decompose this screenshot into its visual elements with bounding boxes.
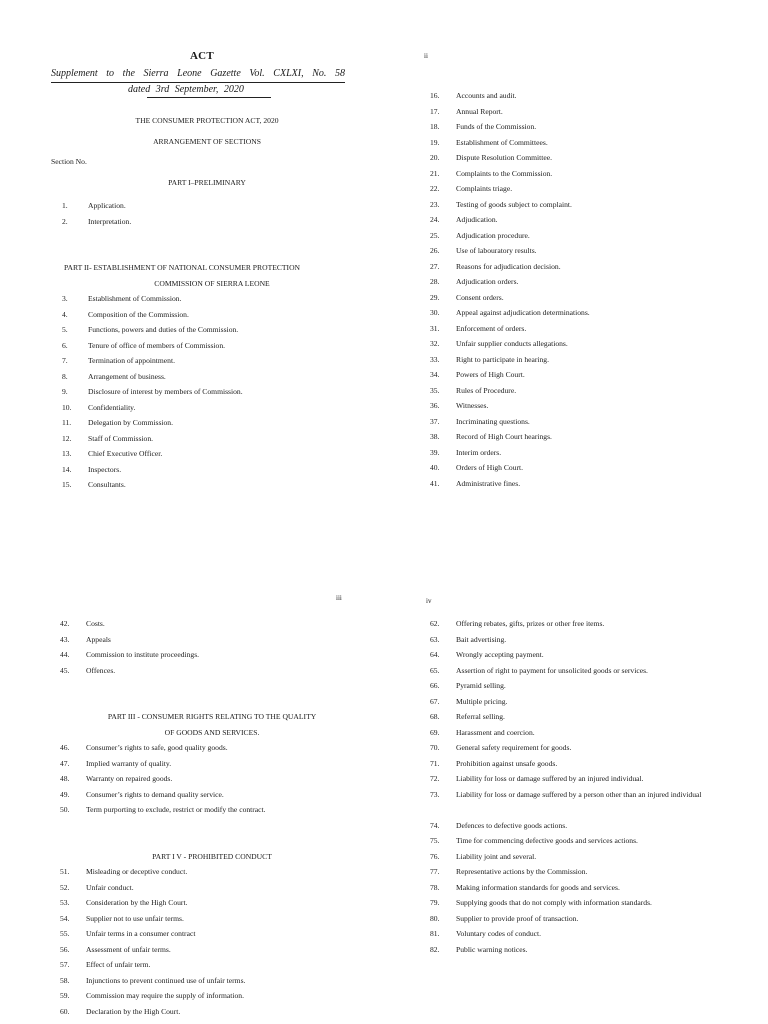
section-number: 9. xyxy=(62,387,68,396)
page2-section-list xyxy=(430,91,750,494)
section-entry xyxy=(430,821,750,837)
section-number: 49. xyxy=(60,789,70,799)
section-entry xyxy=(430,153,750,169)
section-title: Enforcement of orders. xyxy=(456,323,527,333)
section-title: Interpretation. xyxy=(88,216,132,226)
section-no-label: Section No. xyxy=(51,157,87,166)
section-title: Powers of High Court. xyxy=(456,370,525,379)
section-title: Consideration by the High Court. xyxy=(86,898,188,907)
part1-heading: PART I–PRELIMINARY xyxy=(168,178,246,187)
section-number: 51. xyxy=(60,867,70,876)
section-entry xyxy=(62,403,362,419)
arrangement-heading: ARRANGEMENT OF SECTIONS xyxy=(153,137,261,146)
section-entry xyxy=(430,867,750,883)
section-number: 1. xyxy=(62,201,68,210)
section-entry xyxy=(430,666,750,682)
section-title: Harassment and coercion. xyxy=(456,727,535,737)
section-number: 79. xyxy=(430,898,440,907)
section-title: Offering rebates, gifts, prizes or other free items. xyxy=(456,619,605,628)
section-title: Effect of unfair term. xyxy=(86,960,151,969)
section-number: 69. xyxy=(430,727,440,737)
section-title: Unfair conduct. xyxy=(86,882,134,892)
section-number: 50. xyxy=(60,805,70,814)
section-number: 30. xyxy=(430,308,440,317)
section-title: Rules of Procedure. xyxy=(456,385,517,395)
section-title: Unfair terms in a consumer contract xyxy=(86,929,196,938)
section-number: 68. xyxy=(430,712,440,721)
section-entry xyxy=(62,294,362,310)
section-number: 52. xyxy=(60,882,70,892)
section-title: Appeal against adjudication determinations. xyxy=(456,308,590,317)
section-title: Assessment of unfair terms. xyxy=(86,944,171,954)
section-entry xyxy=(430,138,750,154)
section-number: 37. xyxy=(430,416,440,426)
section-number: 56. xyxy=(60,944,70,954)
section-entry xyxy=(430,650,750,666)
section-title: Record of High Court hearings. xyxy=(456,432,552,441)
section-number: 20. xyxy=(430,153,440,162)
section-entry xyxy=(430,308,750,324)
section-entry xyxy=(60,976,380,992)
section-entry xyxy=(430,231,750,247)
section-title: Unfair supplier conducts allegations. xyxy=(456,339,568,348)
section-entry xyxy=(430,852,750,868)
part2-heading-line2: COMMISSION OF SIERRA LEONE xyxy=(154,279,270,288)
section-number: 25. xyxy=(430,230,440,240)
section-number: 58. xyxy=(60,975,70,985)
section-number: 70. xyxy=(430,743,440,752)
section-number: 48. xyxy=(60,774,70,783)
section-title: Inspectors. xyxy=(88,464,122,474)
section-title: Dispute Resolution Committee. xyxy=(456,153,552,162)
section-number: 28. xyxy=(430,277,440,286)
section-number: 78. xyxy=(430,882,440,892)
page-number-iii: iii xyxy=(336,594,342,602)
section-entry xyxy=(430,697,750,713)
section-number: 43. xyxy=(60,634,70,644)
section-entry xyxy=(430,277,750,293)
section-title: Adjudication orders. xyxy=(456,277,519,286)
section-number: 53. xyxy=(60,898,70,907)
section-title: Incriminating questions. xyxy=(456,416,530,426)
section-entry xyxy=(430,246,750,262)
section-number: 11. xyxy=(62,418,72,427)
section-number: 3. xyxy=(62,294,68,303)
section-number: 66. xyxy=(430,681,440,690)
section-number: 35. xyxy=(430,385,440,395)
part2-heading-line1: PART II- ESTABLISHMENT OF NATIONAL CONSUMER PROTECTION xyxy=(64,263,301,272)
section-entry xyxy=(62,201,362,217)
section-title: Consumer’s rights to demand quality service. xyxy=(86,789,224,799)
section-title: Confidentiality. xyxy=(88,402,136,412)
section-entry xyxy=(62,356,362,372)
section-entry xyxy=(62,387,362,403)
section-title: Warranty on repaired goods. xyxy=(86,774,173,783)
section-title: Voluntary codes of conduct. xyxy=(456,929,542,938)
act-heading: ACT xyxy=(189,50,215,62)
section-number: 12. xyxy=(62,433,72,443)
section-entry xyxy=(60,883,380,899)
section-title: Use of labouratory results. xyxy=(456,246,537,255)
section-entry xyxy=(60,914,380,930)
section-entry xyxy=(430,945,750,961)
section-title: Supplier to provide proof of transaction. xyxy=(456,913,579,923)
act-title: THE CONSUMER PROTECTION ACT, 2020 xyxy=(135,116,279,125)
section-title: Complaints to the Commission. xyxy=(456,168,553,178)
section-entry xyxy=(60,945,380,961)
part3-heading-line2: OF GOODS AND SERVICES. xyxy=(164,728,260,737)
section-entry xyxy=(430,479,750,495)
section-title: Application. xyxy=(88,201,126,210)
section-entry xyxy=(60,867,380,883)
section-number: 76. xyxy=(430,851,440,861)
page4-section-list xyxy=(430,619,750,960)
section-number: 36. xyxy=(430,401,440,410)
section-entry xyxy=(430,184,750,200)
gazette-dated-line: dated 3rd September, 2020 xyxy=(128,84,244,95)
section-title: Administrative fines. xyxy=(456,478,521,488)
section-number: 40. xyxy=(430,463,440,472)
section-entry xyxy=(62,449,362,465)
section-title: Term purporting to exclude, restrict or modify the contract. xyxy=(86,805,266,814)
section-title: Delegation by Commission. xyxy=(88,418,174,427)
section-number: 8. xyxy=(62,371,68,381)
section-entry xyxy=(60,619,380,635)
section-title: Orders of High Court. xyxy=(456,463,524,472)
section-title: Multiple pricing. xyxy=(456,696,508,706)
section-number: 77. xyxy=(430,867,440,876)
section-entry xyxy=(430,107,750,123)
section-number: 26. xyxy=(430,246,440,255)
section-title: Supplier not to use unfair terms. xyxy=(86,913,184,923)
section-entry xyxy=(430,386,750,402)
section-entry xyxy=(62,341,362,357)
section-title: Complaints triage. xyxy=(456,184,513,193)
section-entry xyxy=(430,448,750,464)
section-number: 27. xyxy=(430,261,440,271)
section-number: 13. xyxy=(62,449,72,458)
section-title: Interim orders. xyxy=(456,447,502,457)
section-title: Time for commencing defective goods and services actions. xyxy=(456,836,638,845)
section-entry xyxy=(62,217,362,233)
section-title: Public warning notices. xyxy=(456,944,528,954)
section-entry xyxy=(60,991,380,1007)
section-title: Staff of Commission. xyxy=(88,433,154,443)
section-number: 5. xyxy=(62,325,68,334)
section-title: Pyramid selling. xyxy=(456,681,506,690)
section-title: Commission to institute proceedings. xyxy=(86,650,200,659)
section-number: 62. xyxy=(430,619,440,628)
section-entry xyxy=(430,743,750,759)
section-title: Funds of the Commission. xyxy=(456,122,537,131)
section-title: Reasons for adjudication decision. xyxy=(456,261,561,271)
header-rule-top xyxy=(51,82,345,83)
part3-heading-line1: PART III - CONSUMER RIGHTS RELATING TO THE QUALITY xyxy=(107,712,317,721)
section-title: Prohibition against unsafe goods. xyxy=(456,758,558,768)
section-entry xyxy=(60,759,380,775)
section-entry xyxy=(430,339,750,355)
section-number: 42. xyxy=(60,619,70,628)
section-number: 38. xyxy=(430,432,440,441)
section-number: 19. xyxy=(430,137,440,147)
section-number: 64. xyxy=(430,650,440,659)
section-number: 15. xyxy=(62,480,72,489)
section-entry xyxy=(62,325,362,341)
section-entry xyxy=(430,262,750,278)
page3-top-section-list xyxy=(60,619,380,681)
section-entry xyxy=(430,635,750,651)
section-title: Consumer’s rights to safe, good quality goods. xyxy=(86,743,228,752)
section-title: Establishment of Committees. xyxy=(456,137,548,147)
section-title: Supplying goods that do not comply with information standards. xyxy=(456,898,652,907)
section-number: 29. xyxy=(430,292,440,302)
section-entry xyxy=(60,790,380,806)
section-entry xyxy=(430,836,750,852)
section-title: Witnesses. xyxy=(456,401,489,410)
section-entry xyxy=(62,434,362,450)
section-entry xyxy=(430,728,750,744)
section-title: Disclosure of interest by members of Commission. xyxy=(88,387,243,396)
section-entry xyxy=(430,619,750,635)
gazette-supplement-line: Supplement to the Sierra Leone Gazette Vol. CXLXI, No. 58 xyxy=(51,68,345,79)
section-number: 80. xyxy=(430,913,440,923)
section-number: 45. xyxy=(60,665,70,675)
section-number: 44. xyxy=(60,650,70,659)
section-entry xyxy=(62,465,362,481)
page-number-ii: ii xyxy=(424,52,428,60)
section-title: Termination of appointment. xyxy=(88,356,175,365)
section-title: Assertion of right to payment for unsolicited goods or services. xyxy=(456,665,648,675)
header-rule-bottom xyxy=(147,97,271,98)
section-number: 18. xyxy=(430,122,440,131)
section-entry xyxy=(62,480,362,496)
section-entry xyxy=(430,370,750,386)
section-number: 21. xyxy=(430,168,440,178)
section-number: 65. xyxy=(430,665,440,675)
section-number: 71. xyxy=(430,758,440,768)
section-number: 7. xyxy=(62,356,68,365)
section-entry xyxy=(430,215,750,231)
section-title: Tenure of office of members of Commission. xyxy=(88,340,226,350)
section-number: 17. xyxy=(430,106,440,116)
section-entry xyxy=(430,169,750,185)
section-number: 73. xyxy=(430,789,440,799)
section-number: 67. xyxy=(430,696,440,706)
section-entry xyxy=(430,91,750,107)
section-number: 57. xyxy=(60,960,70,969)
section-title: Misleading or deceptive conduct. xyxy=(86,867,188,876)
section-entry xyxy=(430,355,750,371)
section-entry xyxy=(60,805,380,821)
section-title: Wrongly accepting payment. xyxy=(456,650,544,659)
section-entry xyxy=(430,432,750,448)
section-number: 23. xyxy=(430,199,440,209)
section-title: Testing of goods subject to complaint. xyxy=(456,199,572,209)
section-entry xyxy=(430,914,750,930)
part3-section-list xyxy=(60,743,380,821)
section-title: Declaration by the High Court. xyxy=(86,1006,181,1016)
section-number: 2. xyxy=(62,216,68,226)
section-title: Consent orders. xyxy=(456,292,504,302)
section-entry xyxy=(430,759,750,775)
section-entry xyxy=(430,122,750,138)
part2-section-list xyxy=(62,294,362,496)
section-title: Commission may require the supply of information. xyxy=(86,991,244,1000)
section-entry xyxy=(430,324,750,340)
section-title: Liability for loss or damage suffered by an injured individual. xyxy=(456,774,644,783)
section-number: 31. xyxy=(430,323,440,333)
section-entry xyxy=(430,200,750,216)
section-entry xyxy=(430,790,750,821)
section-entry xyxy=(62,418,362,434)
section-number: 16. xyxy=(430,91,440,100)
section-number: 14. xyxy=(62,464,72,474)
section-title: Arrangement of business. xyxy=(88,371,166,381)
section-title: Offences. xyxy=(86,665,116,675)
section-number: 63. xyxy=(430,634,440,644)
section-title: Making information standards for goods and services. xyxy=(456,882,620,892)
section-title: Bait advertising. xyxy=(456,634,507,644)
section-number: 60. xyxy=(60,1006,70,1016)
section-entry xyxy=(60,666,380,682)
section-title: Costs. xyxy=(86,619,105,628)
section-title: Injunctions to prevent continued use of unfair terms. xyxy=(86,975,246,985)
section-number: 24. xyxy=(430,215,440,224)
section-entry xyxy=(60,774,380,790)
section-title: Composition of the Commission. xyxy=(88,309,189,319)
section-number: 32. xyxy=(430,339,440,348)
section-entry xyxy=(430,883,750,899)
part4-heading: PART I V - PROHIBITED CONDUCT xyxy=(152,852,272,861)
section-title: Establishment of Commission. xyxy=(88,294,182,303)
part1-section-list xyxy=(62,201,362,232)
section-entry xyxy=(60,635,380,651)
section-entry xyxy=(430,898,750,914)
section-title: Liability joint and several. xyxy=(456,851,537,861)
section-entry xyxy=(430,712,750,728)
section-entry xyxy=(430,417,750,433)
section-title: Implied warranty of quality. xyxy=(86,758,172,768)
section-title: Accounts and audit. xyxy=(456,91,517,100)
section-number: 34. xyxy=(430,370,440,379)
section-entry xyxy=(60,1007,380,1023)
section-number: 22. xyxy=(430,184,440,193)
section-number: 82. xyxy=(430,944,440,954)
section-entry xyxy=(60,650,380,666)
section-title: General safety requirement for goods. xyxy=(456,743,572,752)
section-title: Annual Report. xyxy=(456,106,503,116)
section-title: Chief Executive Officer. xyxy=(88,449,163,458)
section-entry xyxy=(60,898,380,914)
section-number: 41. xyxy=(430,478,440,488)
section-number: 4. xyxy=(62,309,68,319)
section-number: 10. xyxy=(62,402,72,412)
section-title: Representative actions by the Commission. xyxy=(456,867,588,876)
section-entry xyxy=(62,372,362,388)
section-number: 39. xyxy=(430,447,440,457)
section-entry xyxy=(60,743,380,759)
section-number: 47. xyxy=(60,758,70,768)
section-title: Referral selling. xyxy=(456,712,505,721)
section-entry xyxy=(430,929,750,945)
section-title: Liability for loss or damage suffered by a person other than an injured individual xyxy=(456,789,702,799)
section-entry xyxy=(60,960,380,976)
section-entry xyxy=(430,681,750,697)
section-entry xyxy=(62,310,362,326)
section-number: 59. xyxy=(60,991,70,1000)
section-title: Adjudication. xyxy=(456,215,498,224)
section-entry xyxy=(430,293,750,309)
section-title: Functions, powers and duties of the Commission. xyxy=(88,325,239,334)
page-number-iv: iv xyxy=(426,597,432,605)
section-entry xyxy=(430,463,750,479)
part4-section-list xyxy=(60,867,380,1022)
section-entry xyxy=(430,401,750,417)
section-number: 6. xyxy=(62,340,68,350)
section-number: 33. xyxy=(430,354,440,364)
section-number: 81. xyxy=(430,929,440,938)
section-number: 55. xyxy=(60,929,70,938)
section-number: 54. xyxy=(60,913,70,923)
section-entry xyxy=(60,929,380,945)
section-number: 46. xyxy=(60,743,70,752)
section-title: Defences to defective goods actions. xyxy=(456,820,568,830)
section-number: 74. xyxy=(430,820,440,830)
section-title: Appeals xyxy=(86,634,111,644)
section-title: Right to participate in hearing. xyxy=(456,354,549,364)
section-number: 72. xyxy=(430,774,440,783)
section-title: Adjudication procedure. xyxy=(456,230,530,240)
section-title: Consultants. xyxy=(88,480,126,489)
section-number: 75. xyxy=(430,836,440,845)
